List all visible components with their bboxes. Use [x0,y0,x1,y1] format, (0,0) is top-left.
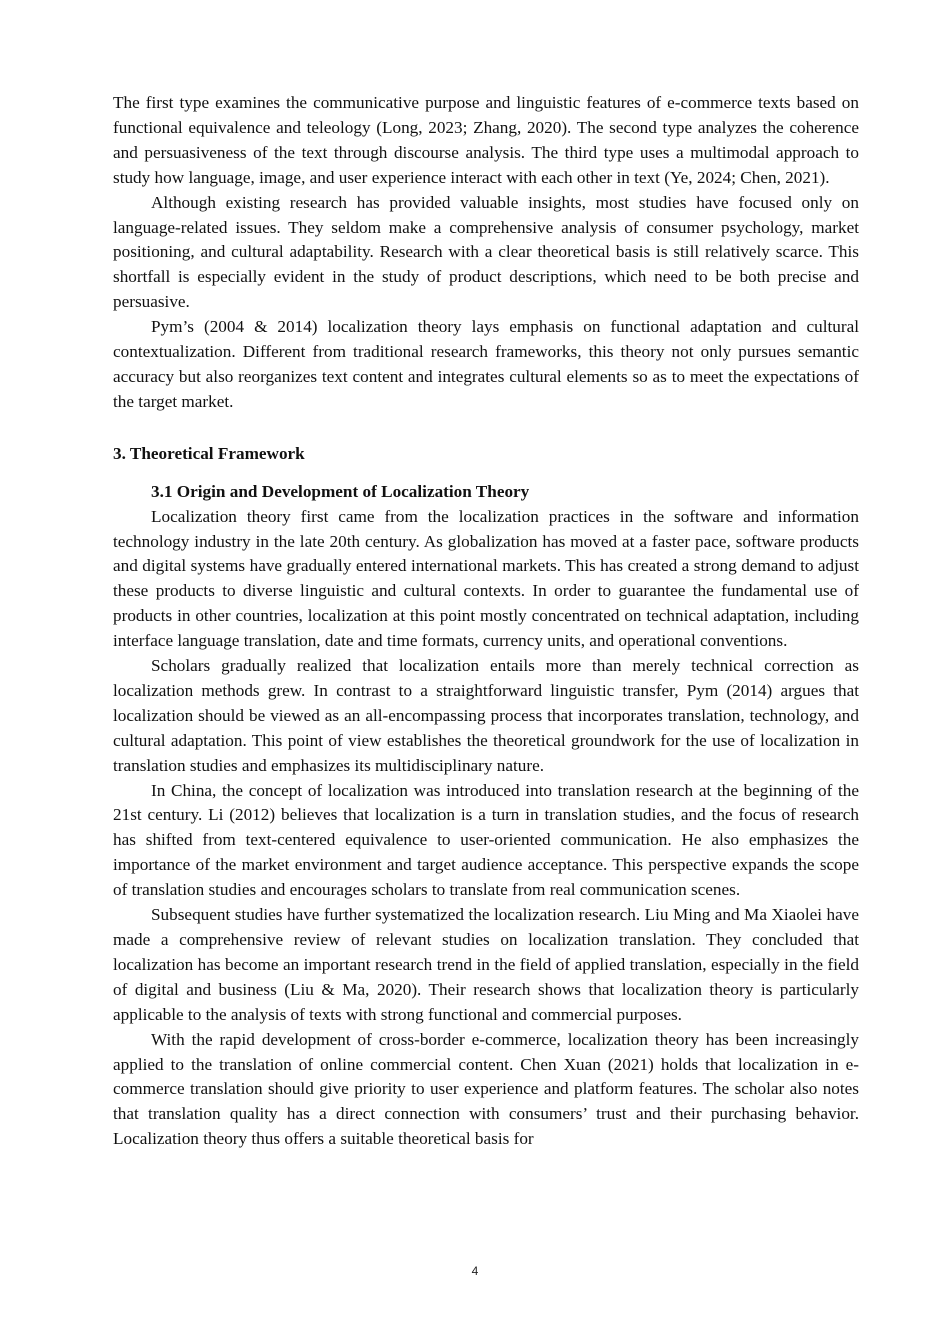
body-paragraph: The first type examines the communicative purpose and linguistic features of e-commerce texts based on functional equivalence and teleology (Long, 2023; Zhang, 2020). The second type analyzes the coherence and persuasiveness of the text through discourse analysis. The third type uses a multimodal approach to study how language, image, and user experience interact with each other in text (Ye, 2024; Chen, 2021). [113,93,859,187]
body-paragraph: With the rapid development of cross-border e-commerce, localization theory has been increasingly applied to the translation of online commercial content. Chen Xuan (2021) holds that localization in e-commerce translation should give priority to user experience and platform features. The scholar also notes that translation quality has a direct connection with consumers’ trust and their purchasing behavior. Localization theory thus offers a suitable theoretical basis for [113,1029,859,1149]
body-paragraph: Pym’s (2004 & 2014) localization theory lays emphasis on functional adaptation and cultural contextualization. Different from traditional research frameworks, this theory not only pursues semantic accuracy but also reorganizes text content and integrates cultural elements so as to meet the expectations of the target market. [113,317,859,411]
body-paragraph: Scholars gradually realized that localization entails more than merely technical correction as localization methods grew. In contrast to a straightforward linguistic transfer, Pym (2014) argues that localization should be viewed as an all-encompassing process that incorporates translation, technology, and cultural adaptation. This point of view establishes the theoretical groundwork for the use of localization in translation studies and emphasizes its multidisciplinary nature. [113,656,859,775]
body-paragraph: Subsequent studies have further systematized the localization research. Liu Ming and Ma Xiaolei have made a comprehensive review of relevant studies on localization translation. They concluded that localization has become an important research trend in the field of applied translation, especially in the field of digital and business (Liu & Ma, 2020). Their research shows that localization theory is particularly applicable to the analysis of texts with strong functional and commercial purposes. [113,905,859,1024]
document-page [113,91,859,1152]
body-paragraph: Although existing research has provided valuable insights, most studies have focused only on language-related issues. They seldom make a comprehensive analysis of consumer psychology, market positioning, and cultural adaptability. Research with a clear theoretical basis is still relatively scarce. This shortfall is especially evident in the study of product descriptions, which need to be both precise and persuasive. [113,192,859,312]
page-number: 4 [471,1264,479,1278]
body-paragraph: Localization theory first came from the localization practices in the software and information technology industry in the late 20th century. As globalization has moved at a faster pace, software products and digital systems have gradually entered international markets. This has created a strong demand to adjust these products to diverse linguistic and cultural contexts. In order to guarantee the fundamental use of products in other countries, localization at this point mostly concentrated on technical adaptation, including interface language translation, date and time formats, currency units, and operational conventions. [113,506,859,651]
body-paragraph: In China, the concept of localization was introduced into translation research at the beginning of the 21st century. Li (2012) believes that localization is a turn in translation studies, and the focus of research has shifted from text-centered equivalence to user-oriented communication. He also emphasizes the importance of the market environment and target audience acceptance. This perspective expands the scope of translation studies and encourages scholars to translate from real communication scenes. [113,780,859,900]
subsection-heading: 3.1 Origin and Development of Localization Theory [151,481,530,501]
section-heading: 3. Theoretical Framework [113,443,305,463]
